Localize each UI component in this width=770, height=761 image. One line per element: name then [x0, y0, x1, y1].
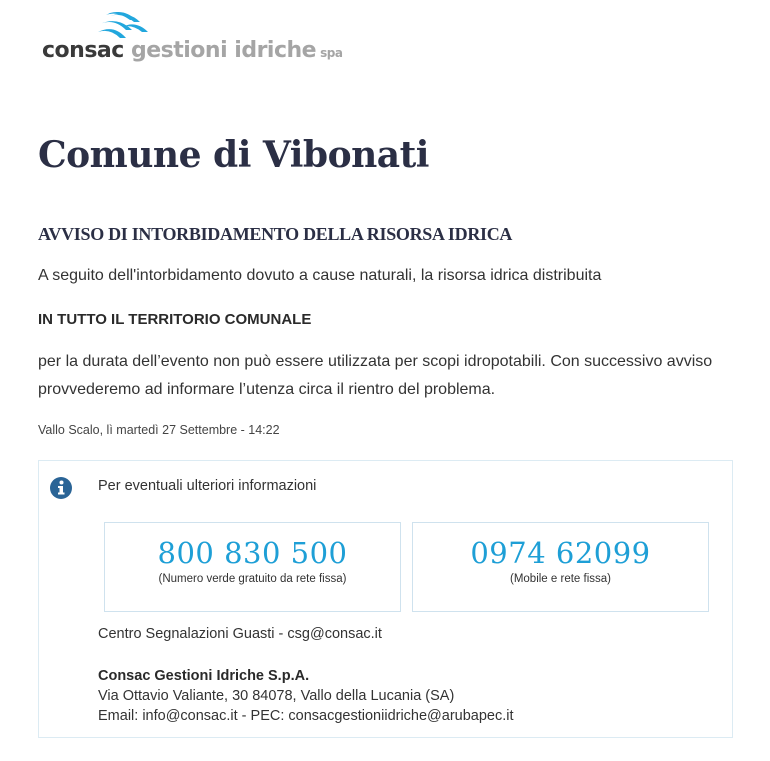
- page-title: Comune di Vibonati: [38, 134, 429, 176]
- phone-note: (Mobile e rete fissa): [510, 573, 611, 585]
- notice-title: AVVISO DI INTORBIDAMENTO DELLA RISORSA IDRICA: [38, 224, 513, 244]
- pec-link[interactable]: consacgestioniidriche@arubapec.it: [288, 708, 514, 724]
- logo-wordmark: [42, 38, 342, 63]
- info-icon: [49, 476, 73, 500]
- phone-number[interactable]: 800 830 500: [157, 536, 348, 570]
- phone-box-toll-free: [104, 522, 401, 612]
- notice-paragraph-intro: A seguito dell'intorbidamento dovuto a cause naturali, la risorsa idrica distribuita: [38, 267, 602, 284]
- company-name: Consac Gestioni Idriche S.p.A.: [98, 668, 310, 684]
- notice-paragraph-area: IN TUTTO IL TERRITORIO COMUNALE: [38, 311, 312, 328]
- company-address: Via Ottavio Valiante, 30 84078, Vallo della Lucania (SA): [98, 688, 455, 704]
- phone-note: (Numero verde gratuito da rete fissa): [158, 573, 347, 585]
- info-box: [38, 460, 733, 738]
- company-contacts: [98, 706, 514, 726]
- notice-paragraph-details: per la durata dell’evento non può essere utilizzata per scopi idropotabili. Con successivo avviso provvederemo ad informare l’utenza circa il rientro del problema.: [38, 353, 713, 398]
- logo-part-consac: consac: [42, 38, 124, 63]
- email-link[interactable]: info@consac.it: [142, 708, 238, 724]
- logo-part-spa: spa: [320, 46, 343, 60]
- logo-part-gestioni-idriche: gestioni idriche: [130, 38, 317, 63]
- company-logo[interactable]: [42, 10, 342, 66]
- email-label: Email:: [98, 708, 139, 724]
- phone-box-mobile: [412, 522, 709, 612]
- date-line: Vallo Scalo, lì martedì 27 Settembre - 14:22: [38, 423, 280, 437]
- phone-number[interactable]: 0974 62099: [470, 536, 651, 570]
- fault-reporting-line: Centro Segnalazioni Guasti - csg@consac.it: [98, 626, 382, 642]
- company-info: [98, 666, 514, 726]
- info-heading: Per eventuali ulteriori informazioni: [98, 478, 317, 494]
- pec-label: - PEC:: [237, 708, 285, 724]
